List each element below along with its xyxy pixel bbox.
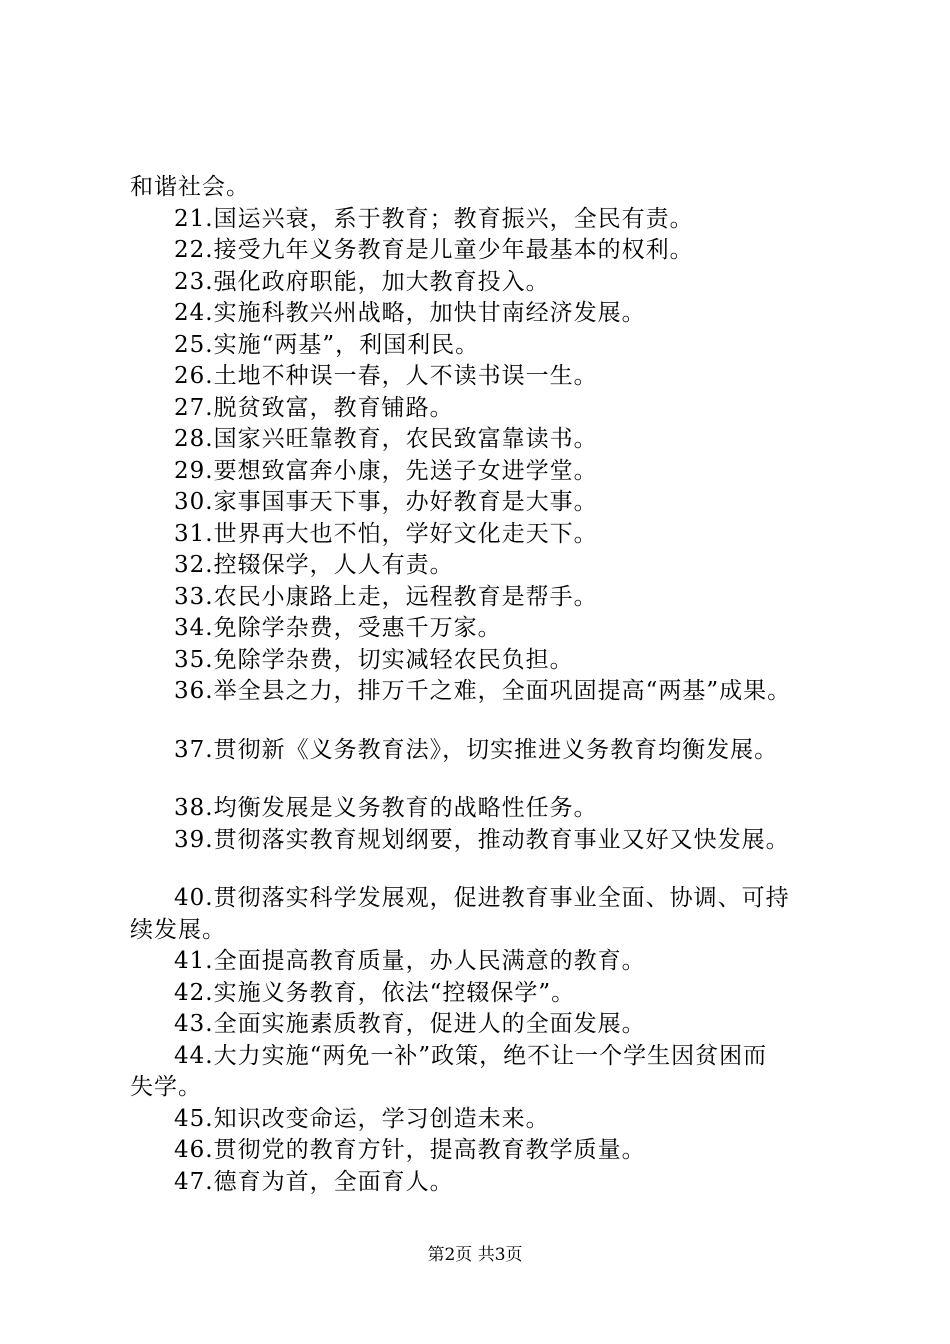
list-item: 41.全面提高教育质量，办人民满意的教育。 [174, 948, 646, 974]
list-item: 26.土地不种误一春，人不读书误一生。 [174, 363, 598, 389]
list-item: 28.国家兴旺靠教育，农民致富靠读书。 [174, 426, 598, 452]
list-item: 30.家事国事天下事，办好教育是大事。 [174, 489, 598, 515]
paragraph-gap [130, 766, 850, 793]
list-item: 47.德育为首，全面育人。 [174, 1168, 454, 1195]
list-item: 32.控辍保学，人人有责。 [174, 552, 454, 578]
list-item: 27.脱贫致富，教育铺路。 [174, 394, 454, 421]
list-item: 44.大力实施“两免一补”政策，绝不让一个学生因贫困而 [174, 1042, 768, 1069]
list-item: 43.全面实施素质教育，促进人的全面发展。 [174, 1011, 646, 1037]
list-item-continuation: 续发展。 [130, 916, 226, 943]
list-item: 21.国运兴衰，系于教育；教育振兴，全民有责。 [174, 205, 694, 232]
list-item: 45.知识改变命运，学习创造未来。 [174, 1105, 550, 1132]
list-item: 37.贯彻新《义务教育法》，切实推进义务教育均衡发展。 [174, 736, 779, 763]
list-item: 39.贯彻落实教育规划纲要，推动教育事业又好又快发展。 [174, 826, 790, 853]
text-line: 和谐社会。 [130, 174, 250, 200]
list-item: 35.免除学杂费，切实减轻农民负担。 [174, 646, 574, 673]
list-item: 22.接受九年义务教育是儿童少年最基本的权利。 [174, 237, 694, 263]
list-item: 24.实施科教兴州战略，加快甘南经济发展。 [174, 300, 646, 326]
slogan-list [130, 172, 850, 1198]
list-item: 46.贯彻党的教育方针，提高教育教学质量。 [174, 1137, 646, 1163]
list-item-continuation: 失学。 [130, 1074, 202, 1100]
list-item: 38.均衡发展是义务教育的战略性任务。 [174, 795, 598, 821]
list-item: 40.贯彻落实科学发展观，促进教育事业全面、协调、可持 [174, 885, 790, 911]
paragraph-gap [130, 708, 850, 735]
list-item: 29.要想致富奔小康，先送子女进学堂。 [174, 457, 598, 484]
list-item: 23.强化政府职能，加大教育投入。 [174, 268, 550, 295]
list-item: 25.实施“两基”，利国利民。 [174, 331, 480, 358]
page-footer: 第2页 共3页 [427, 1245, 523, 1265]
paragraph-gap [130, 856, 850, 883]
list-item: 42.实施义务教育，依法“控辍保学”。 [174, 979, 576, 1006]
list-item: 34.免除学杂费，受惠千万家。 [174, 615, 502, 641]
list-item: 36.举全县之力，排万千之难，全面巩固提高“两基”成果。 [174, 678, 792, 704]
list-item: 33.农民小康路上走，远程教育是帮手。 [174, 583, 598, 610]
list-item: 31.世界再大也不怕，学好文化走天下。 [174, 520, 598, 547]
